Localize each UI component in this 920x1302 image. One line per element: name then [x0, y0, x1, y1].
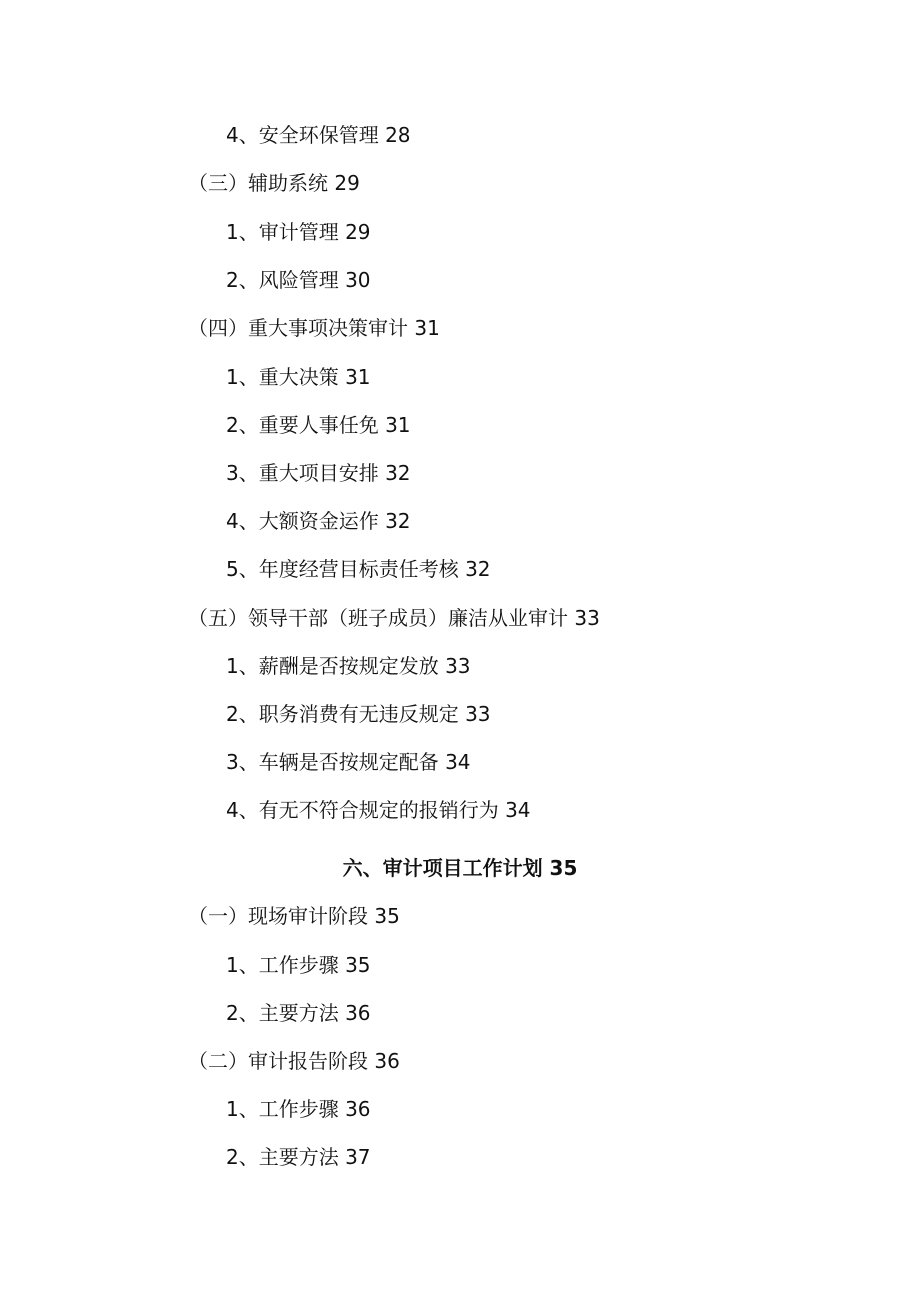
toc-item: 3、车辆是否按规定配备 34 — [226, 750, 471, 774]
toc-section: （五）领导干部（班子成员）廉洁从业审计 33 — [188, 606, 600, 630]
toc-item: 4、安全环保管理 28 — [226, 123, 411, 147]
toc-chapter-heading — [0, 855, 920, 881]
toc-item: 3、重大项目安排 32 — [226, 461, 411, 485]
toc-item: 1、审计管理 29 — [226, 220, 371, 244]
toc-item: 1、工作步骤 36 — [226, 1097, 371, 1121]
toc-item: 2、主要方法 36 — [226, 1001, 371, 1025]
toc-item: 2、主要方法 37 — [226, 1145, 371, 1169]
toc-item: 4、大额资金运作 32 — [226, 509, 411, 533]
toc-section: （一）现场审计阶段 35 — [188, 904, 400, 928]
toc-item: 2、职务消费有无违反规定 33 — [226, 702, 491, 726]
toc-item: 2、重要人事任免 31 — [226, 413, 411, 437]
toc-chapter-label: 六、审计项目工作计划 35 — [342, 856, 578, 880]
toc-item: 1、工作步骤 35 — [226, 953, 371, 977]
toc-section: （四）重大事项决策审计 31 — [188, 316, 440, 340]
toc-section: （二）审计报告阶段 36 — [188, 1049, 400, 1073]
toc-item: 5、年度经营目标责任考核 32 — [226, 557, 491, 581]
toc-item: 1、薪酬是否按规定发放 33 — [226, 654, 471, 678]
toc-section: （三）辅助系统 29 — [188, 171, 360, 195]
toc-item: 4、有无不符合规定的报销行为 34 — [226, 798, 531, 822]
toc-item: 1、重大决策 31 — [226, 365, 371, 389]
toc-item: 2、风险管理 30 — [226, 268, 371, 292]
